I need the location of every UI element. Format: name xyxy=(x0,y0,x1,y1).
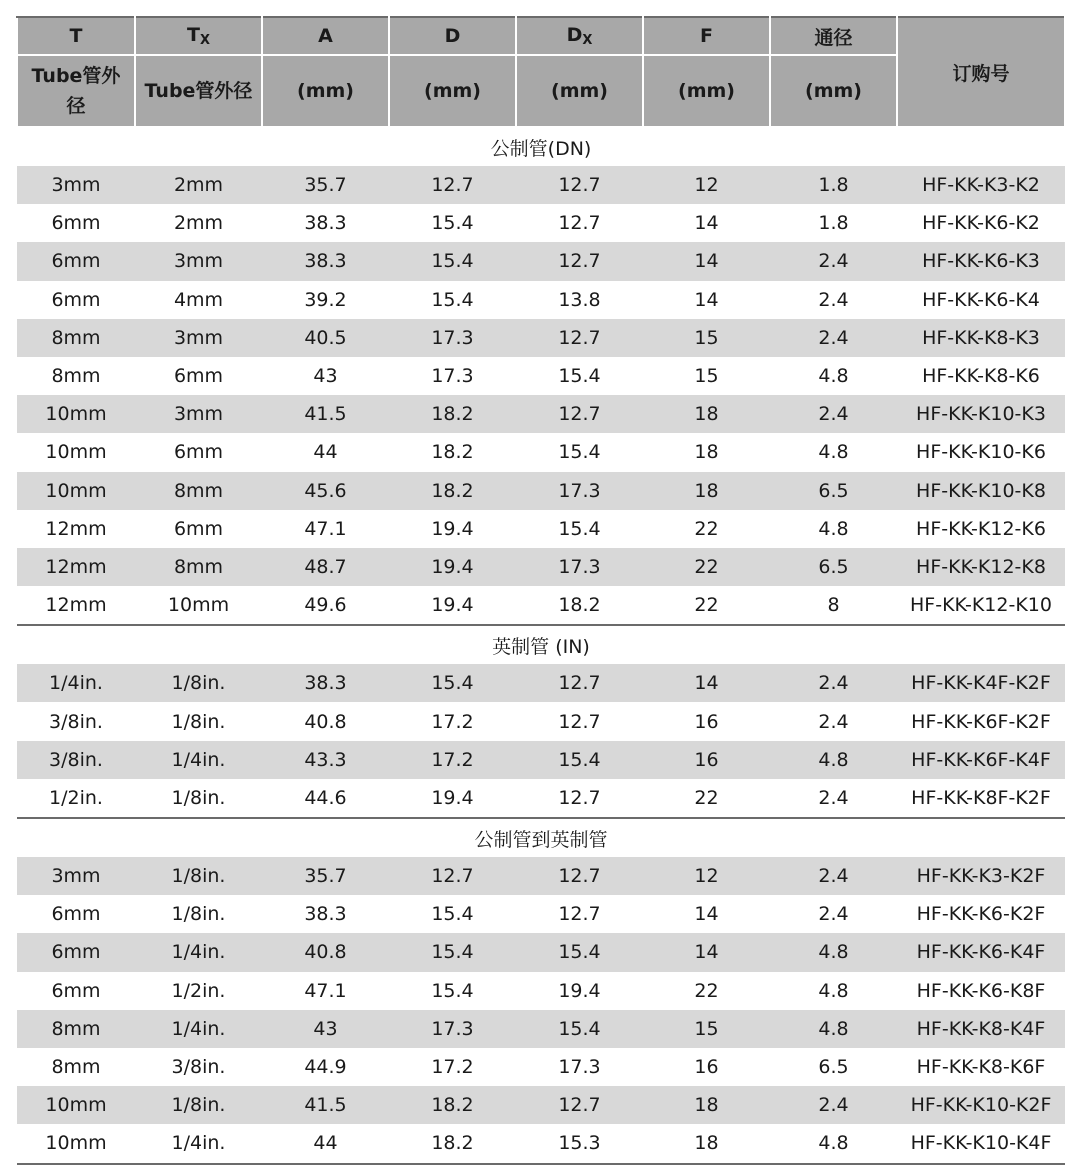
cell-f: 14 xyxy=(643,242,770,280)
cell-a: 47.1 xyxy=(304,517,347,540)
cell-order-number: HF-KK-K10-K2F xyxy=(897,1086,1065,1124)
cell-bore: 1.8 xyxy=(818,212,849,235)
cell-f: 14 xyxy=(643,933,770,971)
cell-d: 15.4 xyxy=(389,933,516,971)
header-t: T xyxy=(17,17,135,55)
header-d-unit: (mm) xyxy=(389,55,516,127)
cell-d: 17.2 xyxy=(431,1056,474,1079)
cell-dx: 15.4 xyxy=(516,1010,643,1048)
cell-dx: 12.7 xyxy=(516,857,643,895)
cell-bore: 2.4 xyxy=(818,288,849,311)
cell-order-number: HF-KK-K8F-K2F xyxy=(897,779,1065,818)
cell-bore: 4.8 xyxy=(770,933,897,971)
cell-t: 6mm xyxy=(17,242,135,280)
cell-t: 12mm xyxy=(17,586,135,625)
header-dx-sub: X xyxy=(582,33,593,48)
cell-tx: 3mm xyxy=(135,319,262,357)
cell-dx: 15.4 xyxy=(516,741,643,779)
table-row xyxy=(17,1086,1065,1124)
cell-bore: 1.8 xyxy=(770,166,897,204)
table-row xyxy=(17,702,1065,740)
cell-d: 15.4 xyxy=(389,242,516,280)
table-row xyxy=(17,242,1065,280)
cell-f: 14 xyxy=(694,212,719,235)
table-row xyxy=(17,933,1065,971)
section-title: 公制管到英制管 xyxy=(17,818,1065,857)
cell-tx: 1/2in. xyxy=(171,979,226,1002)
cell-f: 16 xyxy=(643,741,770,779)
table-row xyxy=(17,857,1065,895)
cell-d: 17.3 xyxy=(389,1010,516,1048)
cell-d: 19.4 xyxy=(389,548,516,586)
cell-tx: 6mm xyxy=(173,365,224,388)
cell-tx: 8mm xyxy=(135,472,262,510)
cell-t: 8mm xyxy=(17,319,135,357)
table-row xyxy=(17,741,1065,779)
section-header-row xyxy=(17,818,1065,857)
cell-order-number: HF-KK-K8-K6 xyxy=(922,365,1040,388)
cell-f: 18 xyxy=(643,1124,770,1163)
header-d: D xyxy=(389,17,516,55)
cell-order-number: HF-KK-K3-K2 xyxy=(897,166,1065,204)
cell-bore: 6.5 xyxy=(770,548,897,586)
cell-tx: 1/8in. xyxy=(171,710,226,733)
cell-order-number: HF-KK-K6-K2 xyxy=(922,212,1040,235)
cell-f: 22 xyxy=(694,517,719,540)
cell-t: 12mm xyxy=(45,517,107,540)
cell-a: 38.3 xyxy=(304,903,347,926)
cell-bore: 2.4 xyxy=(770,779,897,818)
table-row xyxy=(17,895,1065,933)
cell-d: 17.2 xyxy=(389,741,516,779)
cell-t: 6mm xyxy=(17,933,135,971)
cell-tx: 1/8in. xyxy=(135,664,262,702)
table-row xyxy=(17,664,1065,702)
cell-t: 6mm xyxy=(51,288,101,311)
table-row xyxy=(17,586,1065,625)
header-a: A xyxy=(262,17,389,55)
table-body xyxy=(17,127,1065,1164)
header-dx-main: D xyxy=(566,24,583,46)
cell-order-number: HF-KK-K6F-K4F xyxy=(897,741,1065,779)
cell-f: 15 xyxy=(643,319,770,357)
cell-d: 17.3 xyxy=(431,365,474,388)
cell-a: 44 xyxy=(313,441,338,464)
cell-bore: 2.4 xyxy=(770,395,897,433)
cell-f: 18 xyxy=(643,1086,770,1124)
cell-dx: 12.7 xyxy=(558,212,601,235)
cell-bore: 2.4 xyxy=(770,242,897,280)
cell-t: 6mm xyxy=(51,979,101,1002)
cell-bore: 4.8 xyxy=(770,1010,897,1048)
cell-a: 44.6 xyxy=(262,779,389,818)
cell-a: 40.8 xyxy=(262,933,389,971)
cell-d: 15.4 xyxy=(431,903,474,926)
header-dx xyxy=(516,17,643,55)
cell-order-number: HF-KK-K8-K6F xyxy=(916,1056,1046,1079)
cell-bore: 4.8 xyxy=(770,1124,897,1163)
cell-a: 47.1 xyxy=(304,979,347,1002)
table-row xyxy=(17,395,1065,433)
cell-dx: 12.7 xyxy=(516,166,643,204)
cell-dx: 15.4 xyxy=(558,517,601,540)
cell-dx: 12.7 xyxy=(516,779,643,818)
cell-d: 15.4 xyxy=(431,979,474,1002)
cell-dx: 15.3 xyxy=(516,1124,643,1163)
cell-order-number: HF-KK-K6-K4F xyxy=(897,933,1065,971)
cell-a: 35.7 xyxy=(262,857,389,895)
cell-f: 12 xyxy=(643,857,770,895)
cell-a: 45.6 xyxy=(262,472,389,510)
cell-f: 22 xyxy=(643,586,770,625)
table-row xyxy=(17,281,1065,319)
section-title: 英制管 (IN) xyxy=(17,625,1065,664)
cell-f: 16 xyxy=(694,1056,719,1079)
cell-a: 39.2 xyxy=(304,288,347,311)
header-f-unit: (mm) xyxy=(643,55,770,127)
cell-a: 40.8 xyxy=(304,710,347,733)
cell-order-number: HF-KK-K10-K6 xyxy=(916,441,1046,464)
cell-tx: 2mm xyxy=(135,166,262,204)
cell-t: 1/4in. xyxy=(17,664,135,702)
cell-tx: 3mm xyxy=(135,242,262,280)
cell-order-number: HF-KK-K8-K3 xyxy=(897,319,1065,357)
cell-bore: 2.4 xyxy=(770,1086,897,1124)
cell-t: 3/8in. xyxy=(17,741,135,779)
header-f: F xyxy=(643,17,770,55)
cell-d: 18.2 xyxy=(389,472,516,510)
cell-order-number: HF-KK-K8-K4F xyxy=(897,1010,1065,1048)
cell-tx: 10mm xyxy=(135,586,262,625)
spec-table-sheet xyxy=(16,16,1064,1165)
cell-t: 8mm xyxy=(17,1010,135,1048)
cell-order-number: HF-KK-K6F-K2F xyxy=(911,710,1051,733)
cell-a: 49.6 xyxy=(262,586,389,625)
header-t-desc xyxy=(17,55,135,127)
cell-dx: 12.7 xyxy=(516,664,643,702)
cell-a: 41.5 xyxy=(262,395,389,433)
table-row xyxy=(17,972,1065,1010)
cell-t: 10mm xyxy=(17,395,135,433)
cell-bore: 4.8 xyxy=(818,441,849,464)
cell-d: 12.7 xyxy=(389,166,516,204)
cell-t: 6mm xyxy=(51,212,101,235)
cell-t: 3mm xyxy=(17,166,135,204)
table-row xyxy=(17,357,1065,395)
cell-dx: 12.7 xyxy=(516,395,643,433)
cell-d: 19.4 xyxy=(389,779,516,818)
cell-order-number: HF-KK-K10-K4F xyxy=(897,1124,1065,1163)
cell-order-number: HF-KK-K10-K8 xyxy=(897,472,1065,510)
header-tx-desc: Tube管外径 xyxy=(135,55,262,127)
table-row xyxy=(17,472,1065,510)
cell-bore: 2.4 xyxy=(818,903,849,926)
cell-bore: 2.4 xyxy=(818,710,849,733)
cell-dx: 15.4 xyxy=(516,933,643,971)
cell-a: 44 xyxy=(262,1124,389,1163)
cell-a: 43.3 xyxy=(262,741,389,779)
cell-dx: 13.8 xyxy=(558,288,601,311)
cell-f: 18 xyxy=(694,441,719,464)
cell-order-number: HF-KK-K6-K2F xyxy=(916,903,1046,926)
cell-f: 18 xyxy=(643,395,770,433)
header-tx-sub: X xyxy=(199,33,210,48)
cell-dx: 12.7 xyxy=(558,903,601,926)
header-tx xyxy=(135,17,262,55)
header-bore-unit: (mm) xyxy=(770,55,897,127)
cell-dx: 12.7 xyxy=(558,710,601,733)
cell-a: 35.7 xyxy=(262,166,389,204)
header-bore: 通径 xyxy=(770,17,897,55)
cell-t: 10mm xyxy=(17,1086,135,1124)
cell-d: 17.2 xyxy=(431,710,474,733)
cell-tx: 1/8in. xyxy=(171,903,226,926)
cell-dx: 15.4 xyxy=(558,365,601,388)
cell-f: 22 xyxy=(694,979,719,1002)
cell-a: 38.3 xyxy=(262,664,389,702)
cell-order-number: HF-KK-K6-K3 xyxy=(897,242,1065,280)
cell-t: 8mm xyxy=(51,1056,101,1079)
cell-bore: 2.4 xyxy=(770,857,897,895)
cell-bore: 8 xyxy=(770,586,897,625)
cell-tx: 1/8in. xyxy=(135,779,262,818)
cell-f: 12 xyxy=(643,166,770,204)
cell-dx: 17.3 xyxy=(516,548,643,586)
cell-t: 3mm xyxy=(17,857,135,895)
table-row xyxy=(17,319,1065,357)
fitting-spec-table xyxy=(16,16,1066,1165)
cell-bore: 4.8 xyxy=(818,365,849,388)
table-row xyxy=(17,548,1065,586)
cell-f: 14 xyxy=(694,903,719,926)
cell-dx: 17.3 xyxy=(516,472,643,510)
section-header-row xyxy=(17,127,1065,166)
cell-t: 3/8in. xyxy=(49,710,103,733)
header-order-number: 订购号 xyxy=(897,17,1065,127)
table-row xyxy=(17,1124,1065,1163)
header-a-unit: (mm) xyxy=(262,55,389,127)
cell-tx: 1/4in. xyxy=(135,1010,262,1048)
table-row xyxy=(17,204,1065,242)
table-row xyxy=(17,1048,1065,1086)
cell-f: 18 xyxy=(643,472,770,510)
cell-order-number: HF-KK-K6-K8F xyxy=(916,979,1046,1002)
cell-d: 18.2 xyxy=(389,1124,516,1163)
cell-tx: 1/8in. xyxy=(135,857,262,895)
header-tx-main: T xyxy=(187,24,200,46)
cell-bore: 6.5 xyxy=(770,472,897,510)
cell-t: 10mm xyxy=(45,441,107,464)
table-row xyxy=(17,1010,1065,1048)
cell-order-number: HF-KK-K12-K10 xyxy=(897,586,1065,625)
cell-dx: 12.7 xyxy=(516,319,643,357)
cell-tx: 6mm xyxy=(173,517,224,540)
table-row xyxy=(17,166,1065,204)
cell-dx: 18.2 xyxy=(516,586,643,625)
cell-d: 12.7 xyxy=(389,857,516,895)
cell-tx: 3/8in. xyxy=(171,1056,226,1079)
cell-f: 15 xyxy=(694,365,719,388)
cell-a: 38.3 xyxy=(304,212,347,235)
cell-f: 14 xyxy=(643,664,770,702)
cell-order-number: HF-KK-K10-K3 xyxy=(897,395,1065,433)
cell-d: 19.4 xyxy=(431,517,474,540)
cell-t: 10mm xyxy=(17,472,135,510)
cell-f: 22 xyxy=(643,548,770,586)
cell-tx: 1/4in. xyxy=(135,741,262,779)
cell-tx: 8mm xyxy=(135,548,262,586)
cell-bore: 4.8 xyxy=(818,979,849,1002)
cell-tx: 2mm xyxy=(173,212,224,235)
cell-t: 12mm xyxy=(17,548,135,586)
cell-tx: 1/4in. xyxy=(135,933,262,971)
cell-a: 43 xyxy=(262,1010,389,1048)
table-row xyxy=(17,433,1065,471)
cell-order-number: HF-KK-K12-K8 xyxy=(897,548,1065,586)
cell-dx: 17.3 xyxy=(558,1056,601,1079)
cell-tx: 1/8in. xyxy=(135,1086,262,1124)
header-dx-unit: (mm) xyxy=(516,55,643,127)
cell-order-number: HF-KK-K12-K6 xyxy=(916,517,1046,540)
section-header-row xyxy=(17,625,1065,664)
cell-d: 17.3 xyxy=(389,319,516,357)
cell-a: 38.3 xyxy=(262,242,389,280)
section-title: 公制管(DN) xyxy=(490,137,592,160)
cell-a: 48.7 xyxy=(262,548,389,586)
cell-d: 15.4 xyxy=(389,664,516,702)
cell-a: 43 xyxy=(313,365,338,388)
cell-tx: 1/4in. xyxy=(135,1124,262,1163)
cell-a: 40.5 xyxy=(262,319,389,357)
cell-dx: 15.4 xyxy=(558,441,601,464)
cell-t: 1/2in. xyxy=(17,779,135,818)
cell-f: 14 xyxy=(694,288,719,311)
cell-f: 22 xyxy=(643,779,770,818)
cell-d: 19.4 xyxy=(389,586,516,625)
cell-f: 15 xyxy=(643,1010,770,1048)
cell-t: 10mm xyxy=(17,1124,135,1163)
table-row xyxy=(17,510,1065,548)
cell-d: 18.2 xyxy=(389,1086,516,1124)
cell-dx: 12.7 xyxy=(516,1086,643,1124)
cell-order-number: HF-KK-K4F-K2F xyxy=(897,664,1065,702)
cell-d: 15.4 xyxy=(431,212,474,235)
cell-t: 6mm xyxy=(51,903,101,926)
cell-dx: 19.4 xyxy=(558,979,601,1002)
cell-a: 41.5 xyxy=(262,1086,389,1124)
cell-bore: 4.8 xyxy=(770,741,897,779)
cell-tx: 3mm xyxy=(135,395,262,433)
cell-dx: 12.7 xyxy=(516,242,643,280)
table-header xyxy=(17,17,1065,127)
cell-t: 8mm xyxy=(51,365,101,388)
cell-bore: 2.4 xyxy=(770,319,897,357)
cell-bore: 2.4 xyxy=(770,664,897,702)
cell-bore: 4.8 xyxy=(818,517,849,540)
cell-order-number: HF-KK-K3-K2F xyxy=(897,857,1065,895)
cell-tx: 4mm xyxy=(173,288,224,311)
cell-d: 18.2 xyxy=(389,395,516,433)
header-t-desc-text: Tube管外径 xyxy=(31,65,121,117)
cell-d: 15.4 xyxy=(431,288,474,311)
cell-d: 18.2 xyxy=(431,441,474,464)
cell-f: 16 xyxy=(694,710,719,733)
cell-order-number: HF-KK-K6-K4 xyxy=(922,288,1040,311)
cell-bore: 6.5 xyxy=(818,1056,849,1079)
table-row xyxy=(17,779,1065,818)
cell-a: 44.9 xyxy=(304,1056,347,1079)
header-row-symbols xyxy=(17,17,1065,55)
cell-tx: 6mm xyxy=(173,441,224,464)
